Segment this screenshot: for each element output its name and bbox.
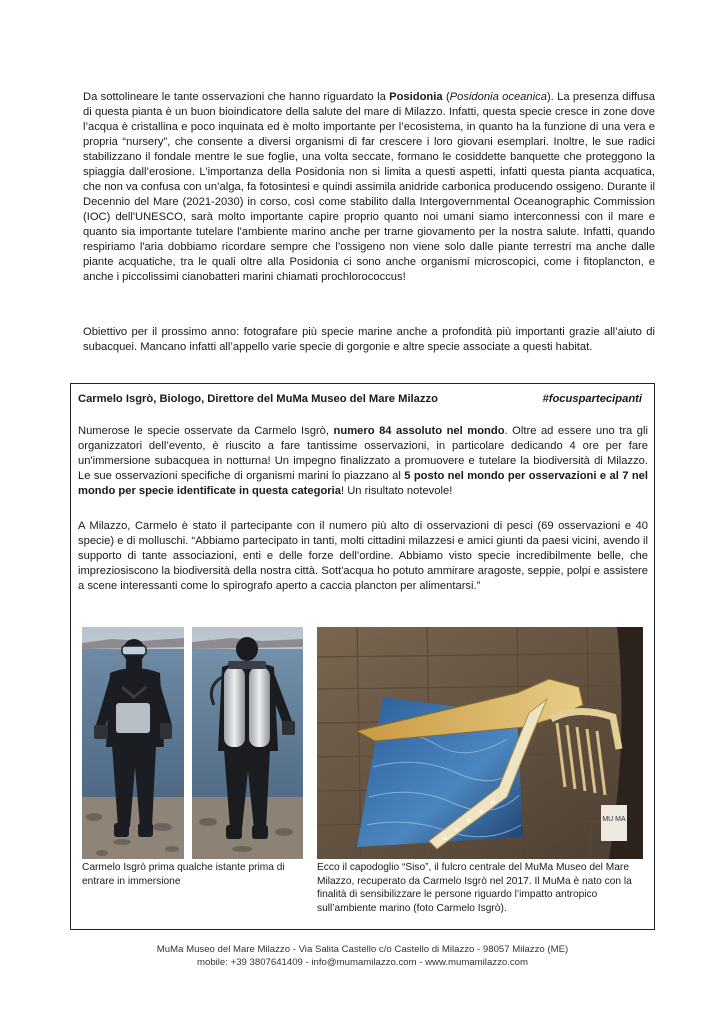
bp1-text-c: ! Un risultato notevole! [340, 485, 453, 497]
bp1-text-b: . Oltre ad essere uno tra gli organizzatori dell’evento, è riuscito a fare tantissime osservazioni, in particolare dedicando 4 ore per fare un'immersione subacquea in notturna! Un impegno finalizzato a promuovere e tutelare la biodiversità di Milazzo. Le sue osservazioni specifiche di organismi marini lo piazzano al [78, 425, 648, 482]
muma-sign-text: MU MA [602, 816, 626, 823]
posidonia-scientific-name: Posidonia oceanica [449, 91, 547, 103]
footer-address: MuMa Museo del Mare Milazzo - Via Salita Castello c/o Castello di Milazzo - 98057 Milazzo (ME) [156, 944, 569, 955]
sperm-whale-skeleton-photo [317, 627, 643, 859]
box-heading [78, 393, 646, 409]
diver-back-illustration [192, 627, 303, 859]
p1-text-b: ( [442, 91, 450, 103]
footer-contacts: mobile: +39 3807641409 - info@mumamilazzo.com - www.mumamilazzo.com [197, 957, 528, 968]
diver-front-illustration [82, 627, 184, 859]
focus-participant-box [70, 383, 655, 930]
diver-caption: Carmelo Isgrò prima qualche istante prima di entrare in immersione [82, 862, 285, 887]
category-rank-bold: 5 posto nel mondo per osservazioni e al 7 nel mondo per specie identificate in questa categoria [78, 470, 649, 497]
observations-paragraph [78, 424, 648, 499]
objective-paragraph: Obiettivo per il prossimo anno: fotografare più specie marine anche a profondità più importanti grazie all’aiuto di subacquei. Mancano infatti all’appello varie specie di gorgonie e altre specie associate a questi habitat. [83, 326, 655, 353]
bp1-text-a: Numerose le specie osservate da Carmelo Isgrò, [78, 425, 334, 437]
p1-text-a: Da sottolineare le tante osservazioni che hanno riguardato la [83, 91, 390, 103]
whale-skeleton-illustration [317, 627, 643, 859]
whale-caption: Ecco il capodoglio “Siso”, il fulcro centrale del MuMa Museo del Mare Milazzo, recuperato da Carmelo Isgrò nel 2017. Il MuMa è nato con la finalità di sensibilizzare le persone riguardo l’impatto antropico sull’ambiente marino (foto Carmelo Isgrò). [317, 862, 632, 914]
participant-title: Carmelo Isgrò, Biologo, Direttore del MuMa Museo del Mare Milazzo [78, 393, 438, 405]
diver-back-photo [192, 627, 303, 859]
p1-text-c: ). La presenza diffusa di questa pianta è un buon bioindicatore della salute del mare di Milazzo. Infatti, questa specie cresce in zone dove l’acqua è cristallina e poco inquinata ed è molto importante per l’ecosistema, in quanto ha la funzione di una vera e propria “nursery”, che consente a diversi organismi di far crescere i loro giovani esemplari. Inoltre, le sue radici stabilizzano il fondale mentre le sue foglie, una volta seccate, formano le cosiddette banquette che proteggono la spiaggia dall’erosione. L'importanza della Posidonia non si limita a questi aspetti, infatti questa pianta acquatica, che non va confusa con un’alga, fa fotosintesi e quindi assimila anidride carbonica producendo ossigeno. Durante il Decennio del Mare (2021-2030) in corso, così come stabilito dalla Intergovernmental Oceanographic Commission (IOC) dell'UNESCO, sarà molto importante capire proprio quanto noi umani siamo interconnessi con il mare e quanto sia importante tutelare l'ambiente marino anche per trarne giovamento per la nostra salute. Infatti, quando respiriamo l'aria dobbiamo ricordare sempre che l’ossigeno non viene solo dalle piante terrestri ma anche dalle piante acquatiche, tra le quali oltre alla Posidonia ci sono anche organismi microscopici, come i fitoplancton, e anche i piccolissimi cianobatteri marini chiamati prochlorococcus! [83, 91, 655, 283]
quote-paragraph: A Milazzo, Carmelo è stato il partecipante con il numero più alto di osservazioni di pesci (69 osservazioni e 40 specie) e di molluschi. “Abbiamo partecipato in tanti, molti cittadini milazzesi e amici giunti da paesi vicini, avendo il supporto di tante associazioni, enti e delle forze dell’ordine. Abbiamo visto specie incredibilmente belle, che impreziosiscono la biodiversità della nostra città. Sott'acqua ho potuto ammirare aragoste, seppie, polpi e assistere a scene interessanti come lo spirografo aperto a caccia plancton per alimentarsi.” [78, 520, 648, 592]
posidonia-paragraph [83, 90, 655, 285]
diver-front-photo [82, 627, 184, 859]
posidonia-bold: Posidonia [389, 91, 443, 103]
world-rank-bold: numero 84 assoluto nel mondo [333, 425, 505, 437]
hashtag-focuspartecipanti: #focuspartecipanti [542, 393, 642, 405]
